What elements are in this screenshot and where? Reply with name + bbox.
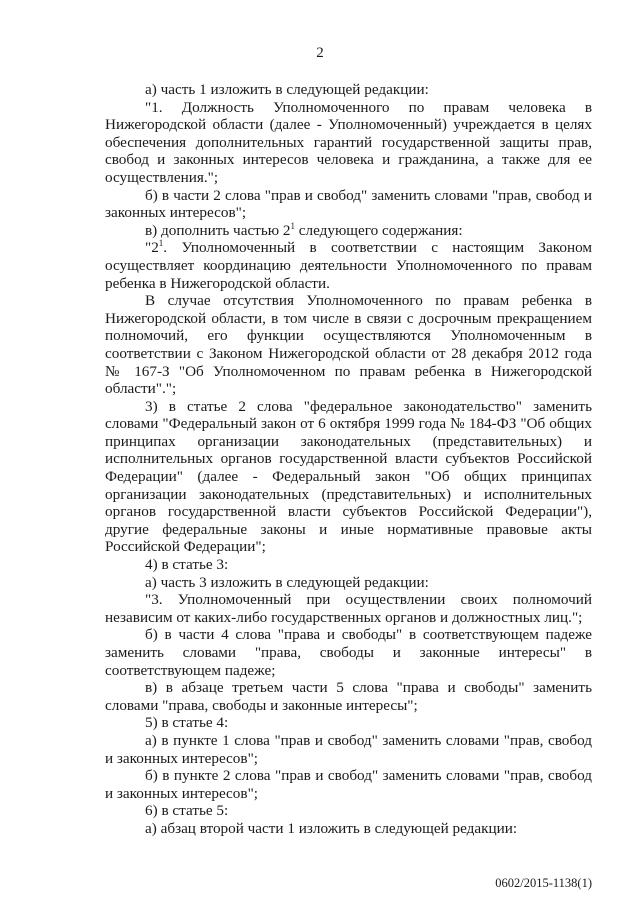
paragraph-3-text-tail: следующего содержания: [294,221,463,239]
paragraph-7-text: 4) в статье 3: [145,556,229,574]
paragraph-16 [105,820,592,838]
paragraph-12 [105,714,592,732]
paragraph-8 [105,574,592,592]
paragraph-14 [105,767,592,802]
paragraph-10 [105,626,592,679]
paragraph-2-text: б) в части 2 слова "прав и свобод" заменить словами "прав, свобод и законных интересов"; [105,186,592,222]
paragraph-14-text: б) в пункте 2 слова "прав и свобод" заменить словами "прав, свобод и законных интересов"; [105,767,592,802]
paragraph-13-text: а) в пункте 1 слова "прав и свобод" заменить словами "прав, свобод и законных интересов"; [105,731,592,767]
paragraph-15 [105,802,592,820]
paragraph-3 [105,222,592,240]
paragraph-4 [105,239,592,292]
paragraph-9-text: "3. Уполномоченный при осуществлении своих полномочий независим от каких-либо государственных органов и должностных лиц."; [105,591,592,626]
document-code: 0602/2015-1138(1) [495,876,592,890]
paragraph-6-text: 3) в статье 2 слова "федеральное законодательство" заменить словами "Федеральный закон от 6 октября 1999 года № 184-ФЗ "Об общих принципах организации законодательных (представительных) и исполнительных органов государственной власти субъектов Российской Федерации" (далее - Федеральный закон "Об общих принципах организации законодательных (представительных) и исполнительных органов государственной власти субъектов Российской Федерации"), другие федеральные законы и иные нормативные правовые акты Российской Федерации"; [105,397,592,556]
document-body [105,81,592,838]
paragraph-7 [105,556,592,574]
paragraph-8-text: а) часть 3 изложить в следующей редакции: [145,573,429,591]
paragraph-3-text: в) дополнить частью 2 [145,221,291,239]
paragraph-12-text: 5) в статье 4: [145,714,229,732]
paragraph-5 [105,292,592,398]
paragraph-4-text: "2 [145,239,159,257]
paragraph-4-text-tail: . Уполномоченный в соответствии с настоящим Законом осуществляет координацию деятельности Уполномоченного по правам ребенка в Нижегородской области. [105,239,592,292]
paragraph-1 [105,99,592,187]
paragraph-9 [105,591,592,626]
paragraph-4-superscript: 1 [158,238,164,249]
paragraph-15-text: 6) в статье 5: [145,802,229,820]
paragraph-16-text: а) абзац второй части 1 изложить в следующей редакции: [145,819,518,837]
page-number: 2 [316,45,324,61]
paragraph-6 [105,398,592,556]
paragraph-11 [105,679,592,714]
paragraph-10-text: б) в части 4 слова "права и свободы" в соответствующем падеже заменить словами "права, свободы и законные интересы" в соответствующем падеже; [105,626,592,679]
paragraph-0 [105,81,592,99]
paragraph-13 [105,732,592,767]
paragraph-11-text: в) в абзаце третьем части 5 слова "права и свободы" заменить словами "права, свободы и законные интересы"; [105,679,592,714]
paragraph-3-superscript: 1 [290,220,295,231]
paragraph-5-text: В случае отсутствия Уполномоченного по правам ребенка в Нижегородской области, в том числе в связи с досрочным прекращением полномочий, его функции осуществляются Уполномоченным в соответствии с Законом Нижегородской области от 28 декабря 2012 года № 167-З "Об Уполномоченном по правам ребенка в Нижегородской области"."; [105,292,592,398]
paragraph-1-text: "1. Должность Уполномоченного по правам человека в Нижегородской области (далее - Уполномоченный) учреждается в целях обеспечения дополнительных гарантий государственной защиты прав, свобод и законных интересов человека и гражданина, а также для ее осуществления."; [105,98,592,186]
paragraph-2 [105,187,592,222]
paragraph-0-text: а) часть 1 изложить в следующей редакции: [145,81,429,98]
